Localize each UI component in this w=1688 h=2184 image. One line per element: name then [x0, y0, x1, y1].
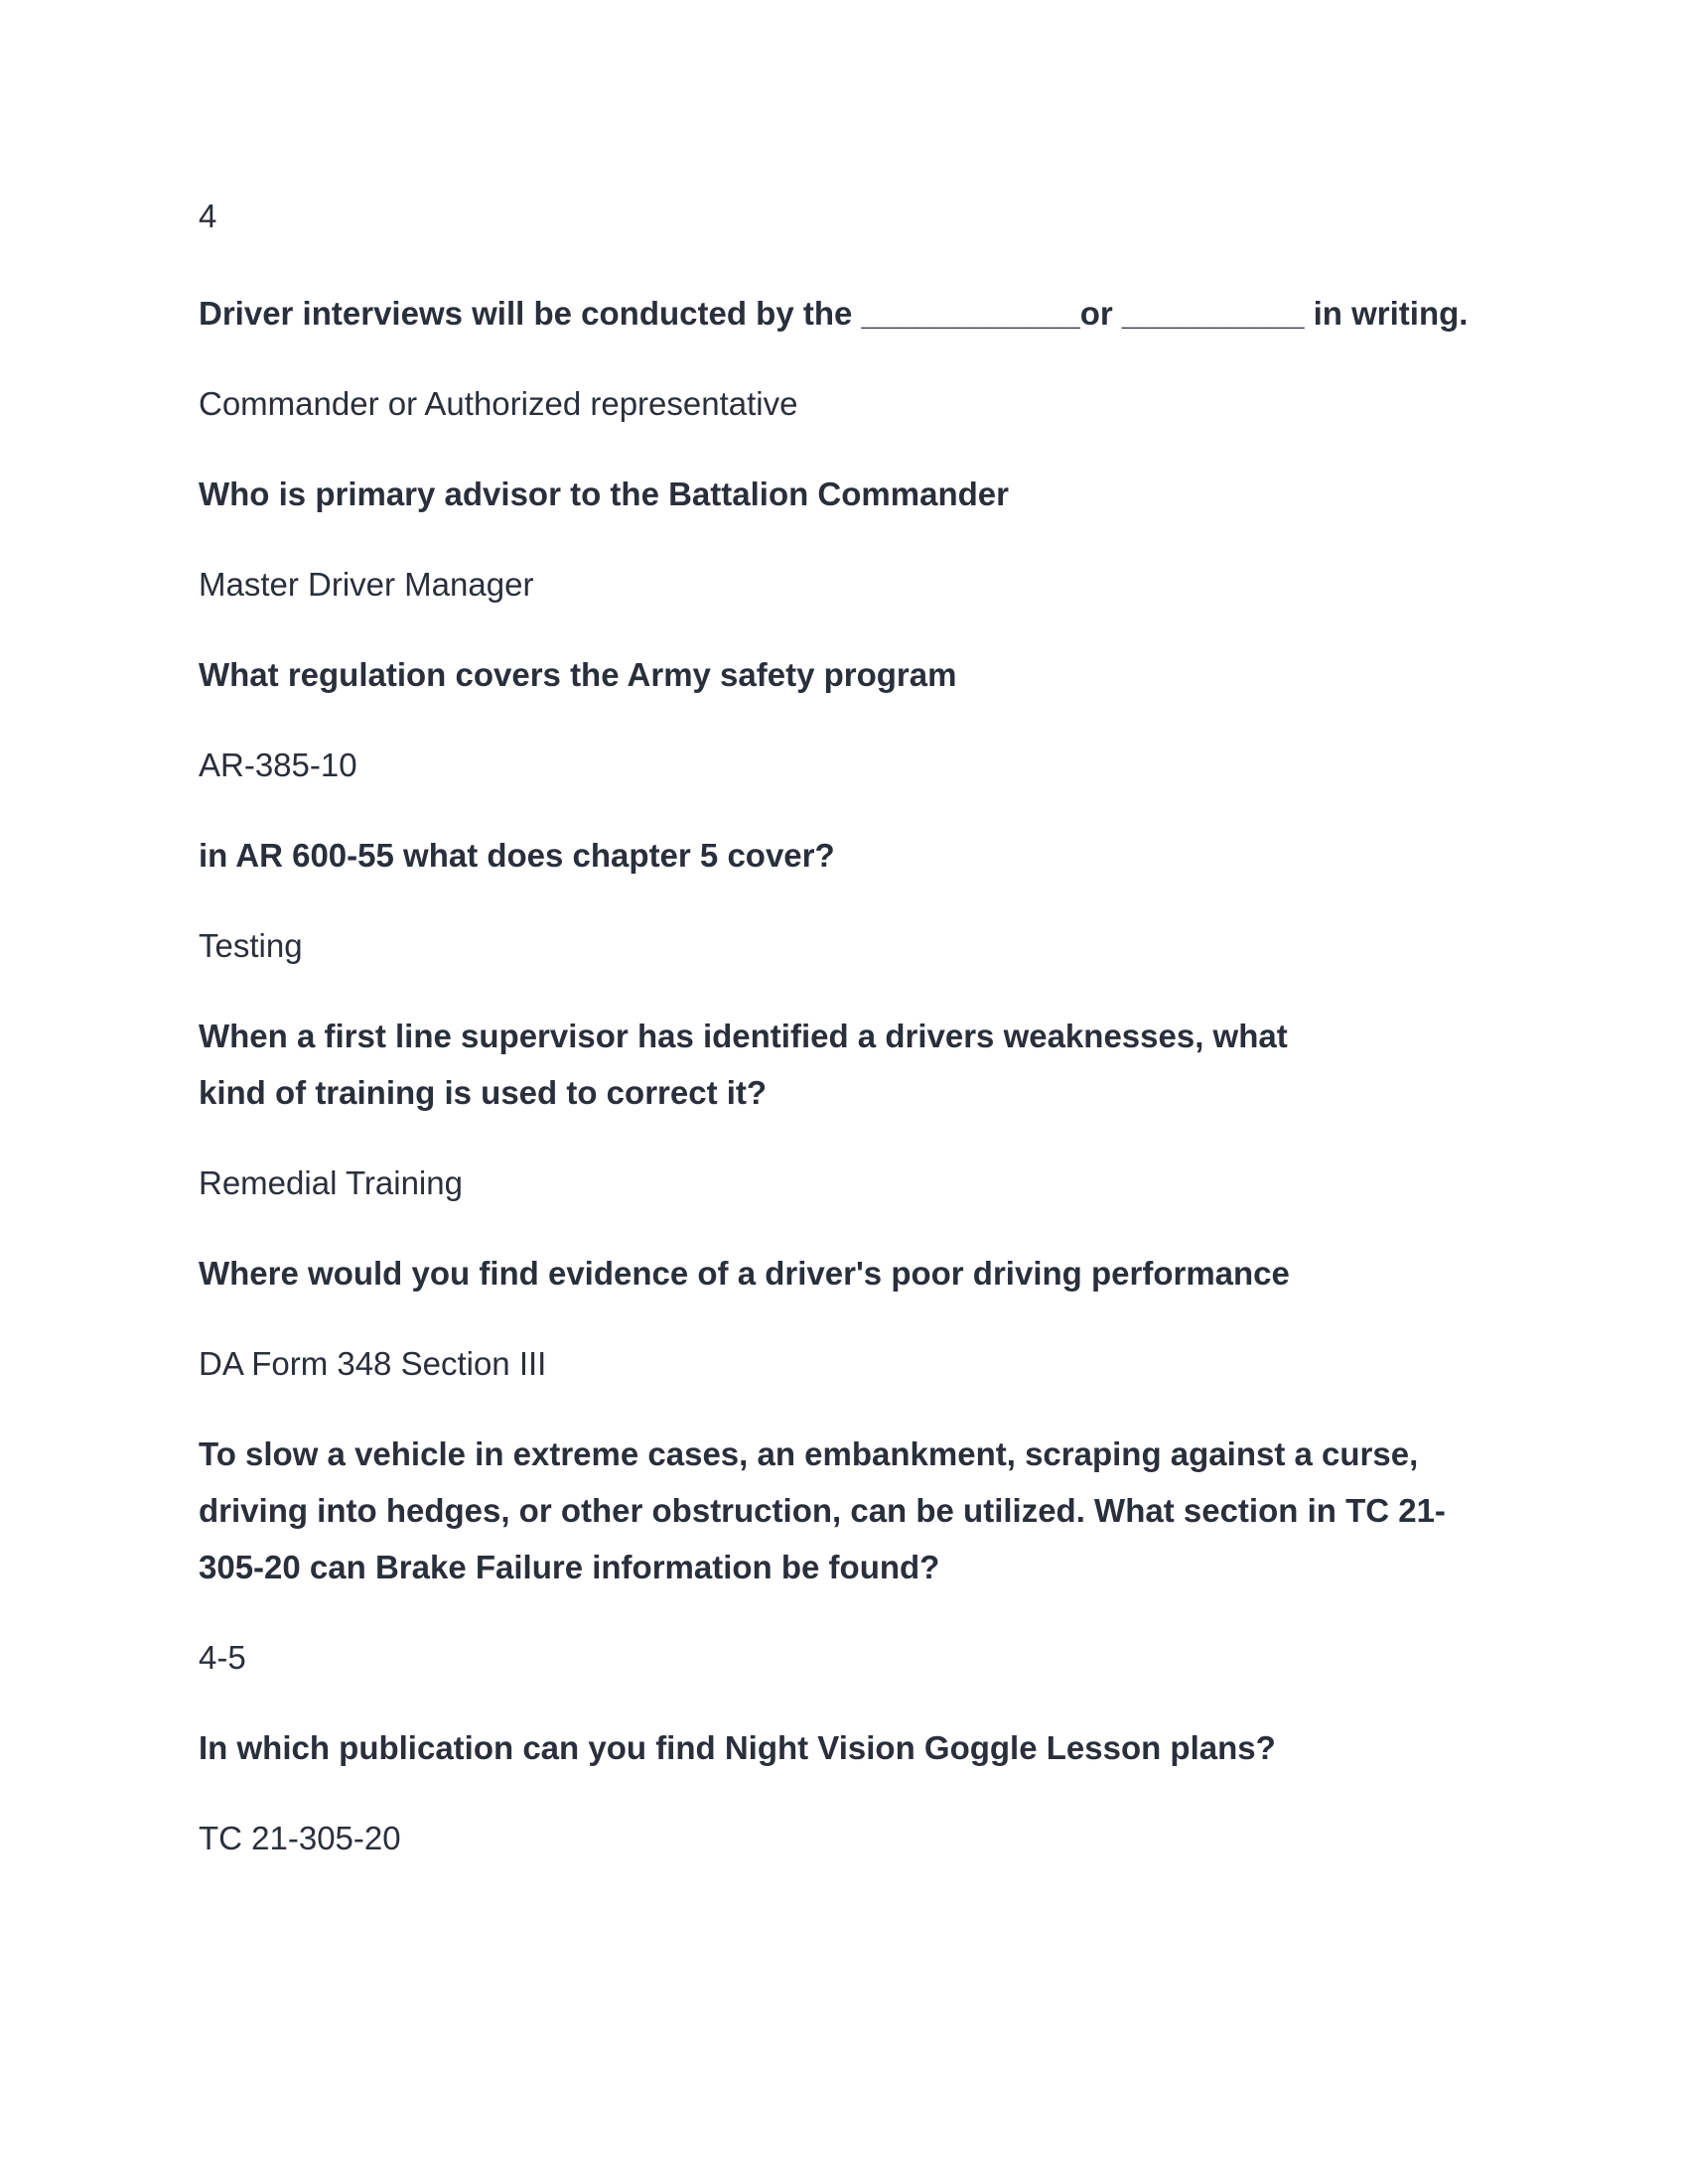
question-line: When a first line supervisor has identified a drivers weaknesses, what [199, 1018, 1288, 1054]
question [199, 1008, 1489, 1121]
question-line: Driver interviews will be conducted by the ____________or __________ in writing. [199, 295, 1469, 332]
qa-item-7 [199, 1426, 1489, 1686]
question [199, 285, 1489, 341]
qa-item-2 [199, 466, 1489, 613]
qa-item-3 [199, 646, 1489, 793]
question [199, 466, 1489, 522]
answer: TC 21-305-20 [199, 1820, 401, 1856]
answer: 4-5 [199, 1639, 246, 1676]
question-line: Who is primary advisor to the Battalion Commander [199, 476, 1009, 512]
qa-item-5 [199, 1008, 1489, 1211]
answer: Testing [199, 927, 303, 964]
answer: Master Driver Manager [199, 566, 534, 603]
question [199, 1719, 1489, 1776]
answer: Commander or Authorized representative [199, 385, 798, 422]
question [199, 1245, 1489, 1301]
qa-item-6 [199, 1245, 1489, 1392]
qa-item-8 [199, 1719, 1489, 1866]
answer: Remedial Training [199, 1164, 463, 1201]
question-line: driving into hedges, or other obstruction, can be utilized. What section in TC 21- [199, 1492, 1446, 1529]
question-line: To slow a vehicle in extreme cases, an embankment, scraping against a curse, [199, 1435, 1419, 1472]
document-page [199, 195, 1489, 1900]
question [199, 1426, 1489, 1595]
page-number: 4 [199, 198, 217, 234]
question-line: 305-20 can Brake Failure information be found? [199, 1549, 940, 1585]
question [199, 646, 1489, 703]
question-line: kind of training is used to correct it? [199, 1074, 768, 1111]
qa-item-1 [199, 285, 1489, 432]
answer: AR-385-10 [199, 747, 357, 783]
question [199, 827, 1489, 884]
qa-item-4 [199, 827, 1489, 974]
question-line: In which publication can you find Night Vision Goggle Lesson plans? [199, 1729, 1276, 1766]
question-line: in AR 600-55 what does chapter 5 cover? [199, 837, 835, 874]
answer: DA Form 348 Section III [199, 1345, 547, 1382]
question-line: Where would you find evidence of a driver's poor driving performance [199, 1255, 1290, 1292]
question-line: What regulation covers the Army safety program [199, 656, 957, 693]
